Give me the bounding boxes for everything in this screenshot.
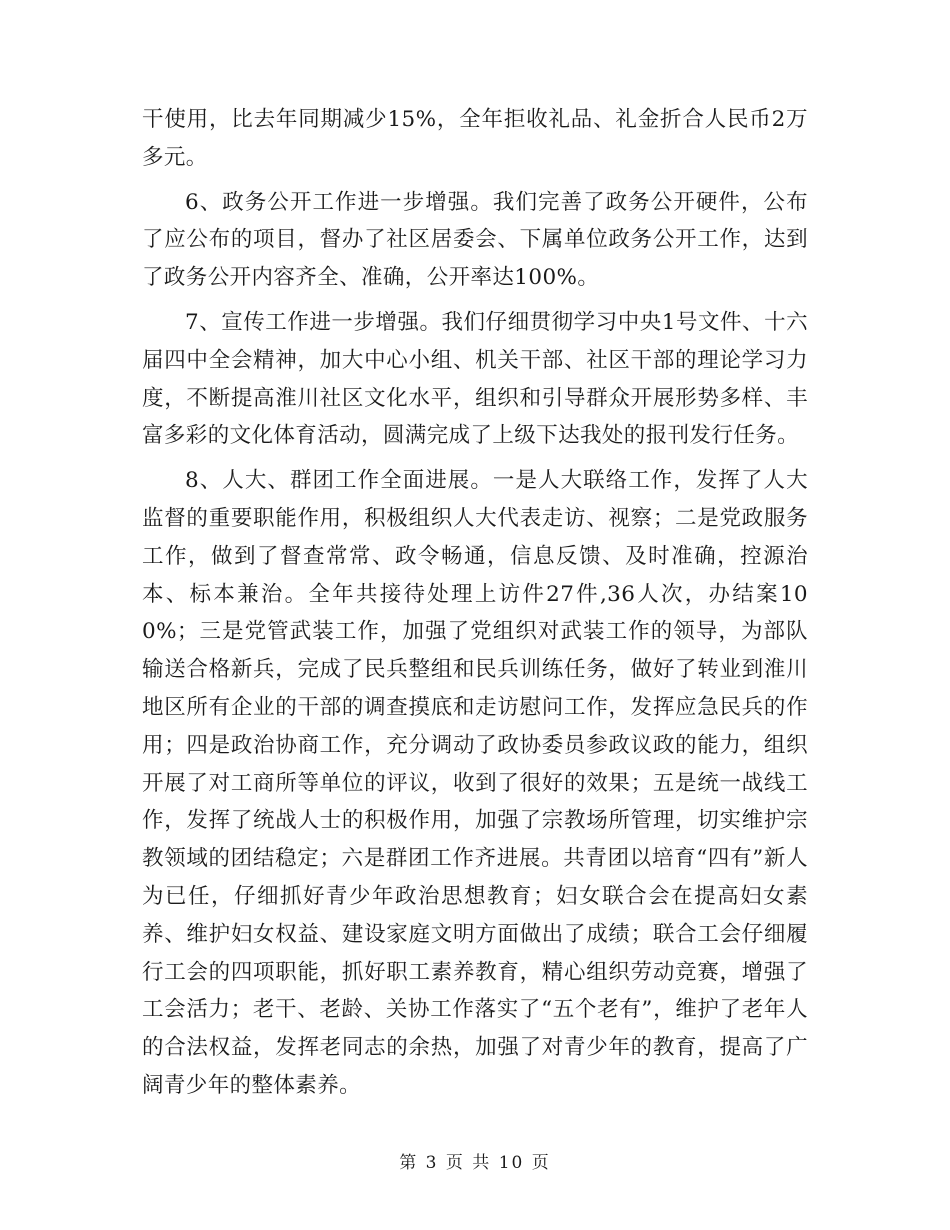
paragraph-continuation: 干使用，比去年同期减少15%，全年拒收礼品、礼金折合人民币2万多元。: [142, 107, 808, 170]
page-footer: [0, 1148, 950, 1173]
paragraph-item-6: 6、政务公开工作进一步增强。我们完善了政务公开硬件，公布了应公布的项目，督办了社区居委会、下属单位政务公开工作，达到了政务公开内容齐全、准确，公开率达100%。: [142, 189, 808, 291]
paragraph-item-8: 8、人大、群团工作全面进展。一是人大联络工作，发挥了人大监督的重要职能作用，积极组织人大代表走访、视察；二是党政服务工作，做到了督查常常、政令畅通，信息反馈、及时准确，控源治本、标本兼治。全年共接待处理上访件27件,36人次，办结案100%；三是党管武装工作，加强了党组织对武装工作的领导，为部队输送合格新兵，完成了民兵整组和民兵训练任务，做好了转业到淮川地区所有企业的干部的调查摸底和走访慰问工作，发挥应急民兵的作用；四是政治协商工作，充分调动了政协委员参政议政的能力，组织开展了对工商所等单位的评议，收到了很好的效果；五是统一战线工作，发挥了统战人士的积极作用，加强了宗教场所管理，切实维护宗教领域的团结稳定；六是群团工作齐进展。共青团以培育“四有”新人为已任，仔细抓好青少年政治思想教育；妇女联合会在提高妇女素养、维护妇女权益、建设家庭文明方面做出了成绩；联合工会仔细履行工会的四项职能，抓好职工素养教育，精心组织劳动竞赛，增强了工会活力；老干、老龄、关协工作落实了“五个老有”，维护了老年人的合法权益，发挥老同志的余热，加强了对青少年的教育，提高了广阔青少年的整体素养。: [142, 468, 808, 1098]
document-body: [142, 101, 808, 1112]
paragraph-item-7: 7、宣传工作进一步增强。我们仔细贯彻学习中央1号文件、十六届四中全会精神，加大中心小组、机关干部、社区干部的理论学习力度，不断提高淮川社区文化水平，组织和引导群众开展形势多样、丰富多彩的文化体育活动，圆满完成了上级下达我处的报刊发行任务。: [142, 309, 808, 449]
page-number-label: 第 3 页 共 10 页: [399, 1153, 551, 1173]
